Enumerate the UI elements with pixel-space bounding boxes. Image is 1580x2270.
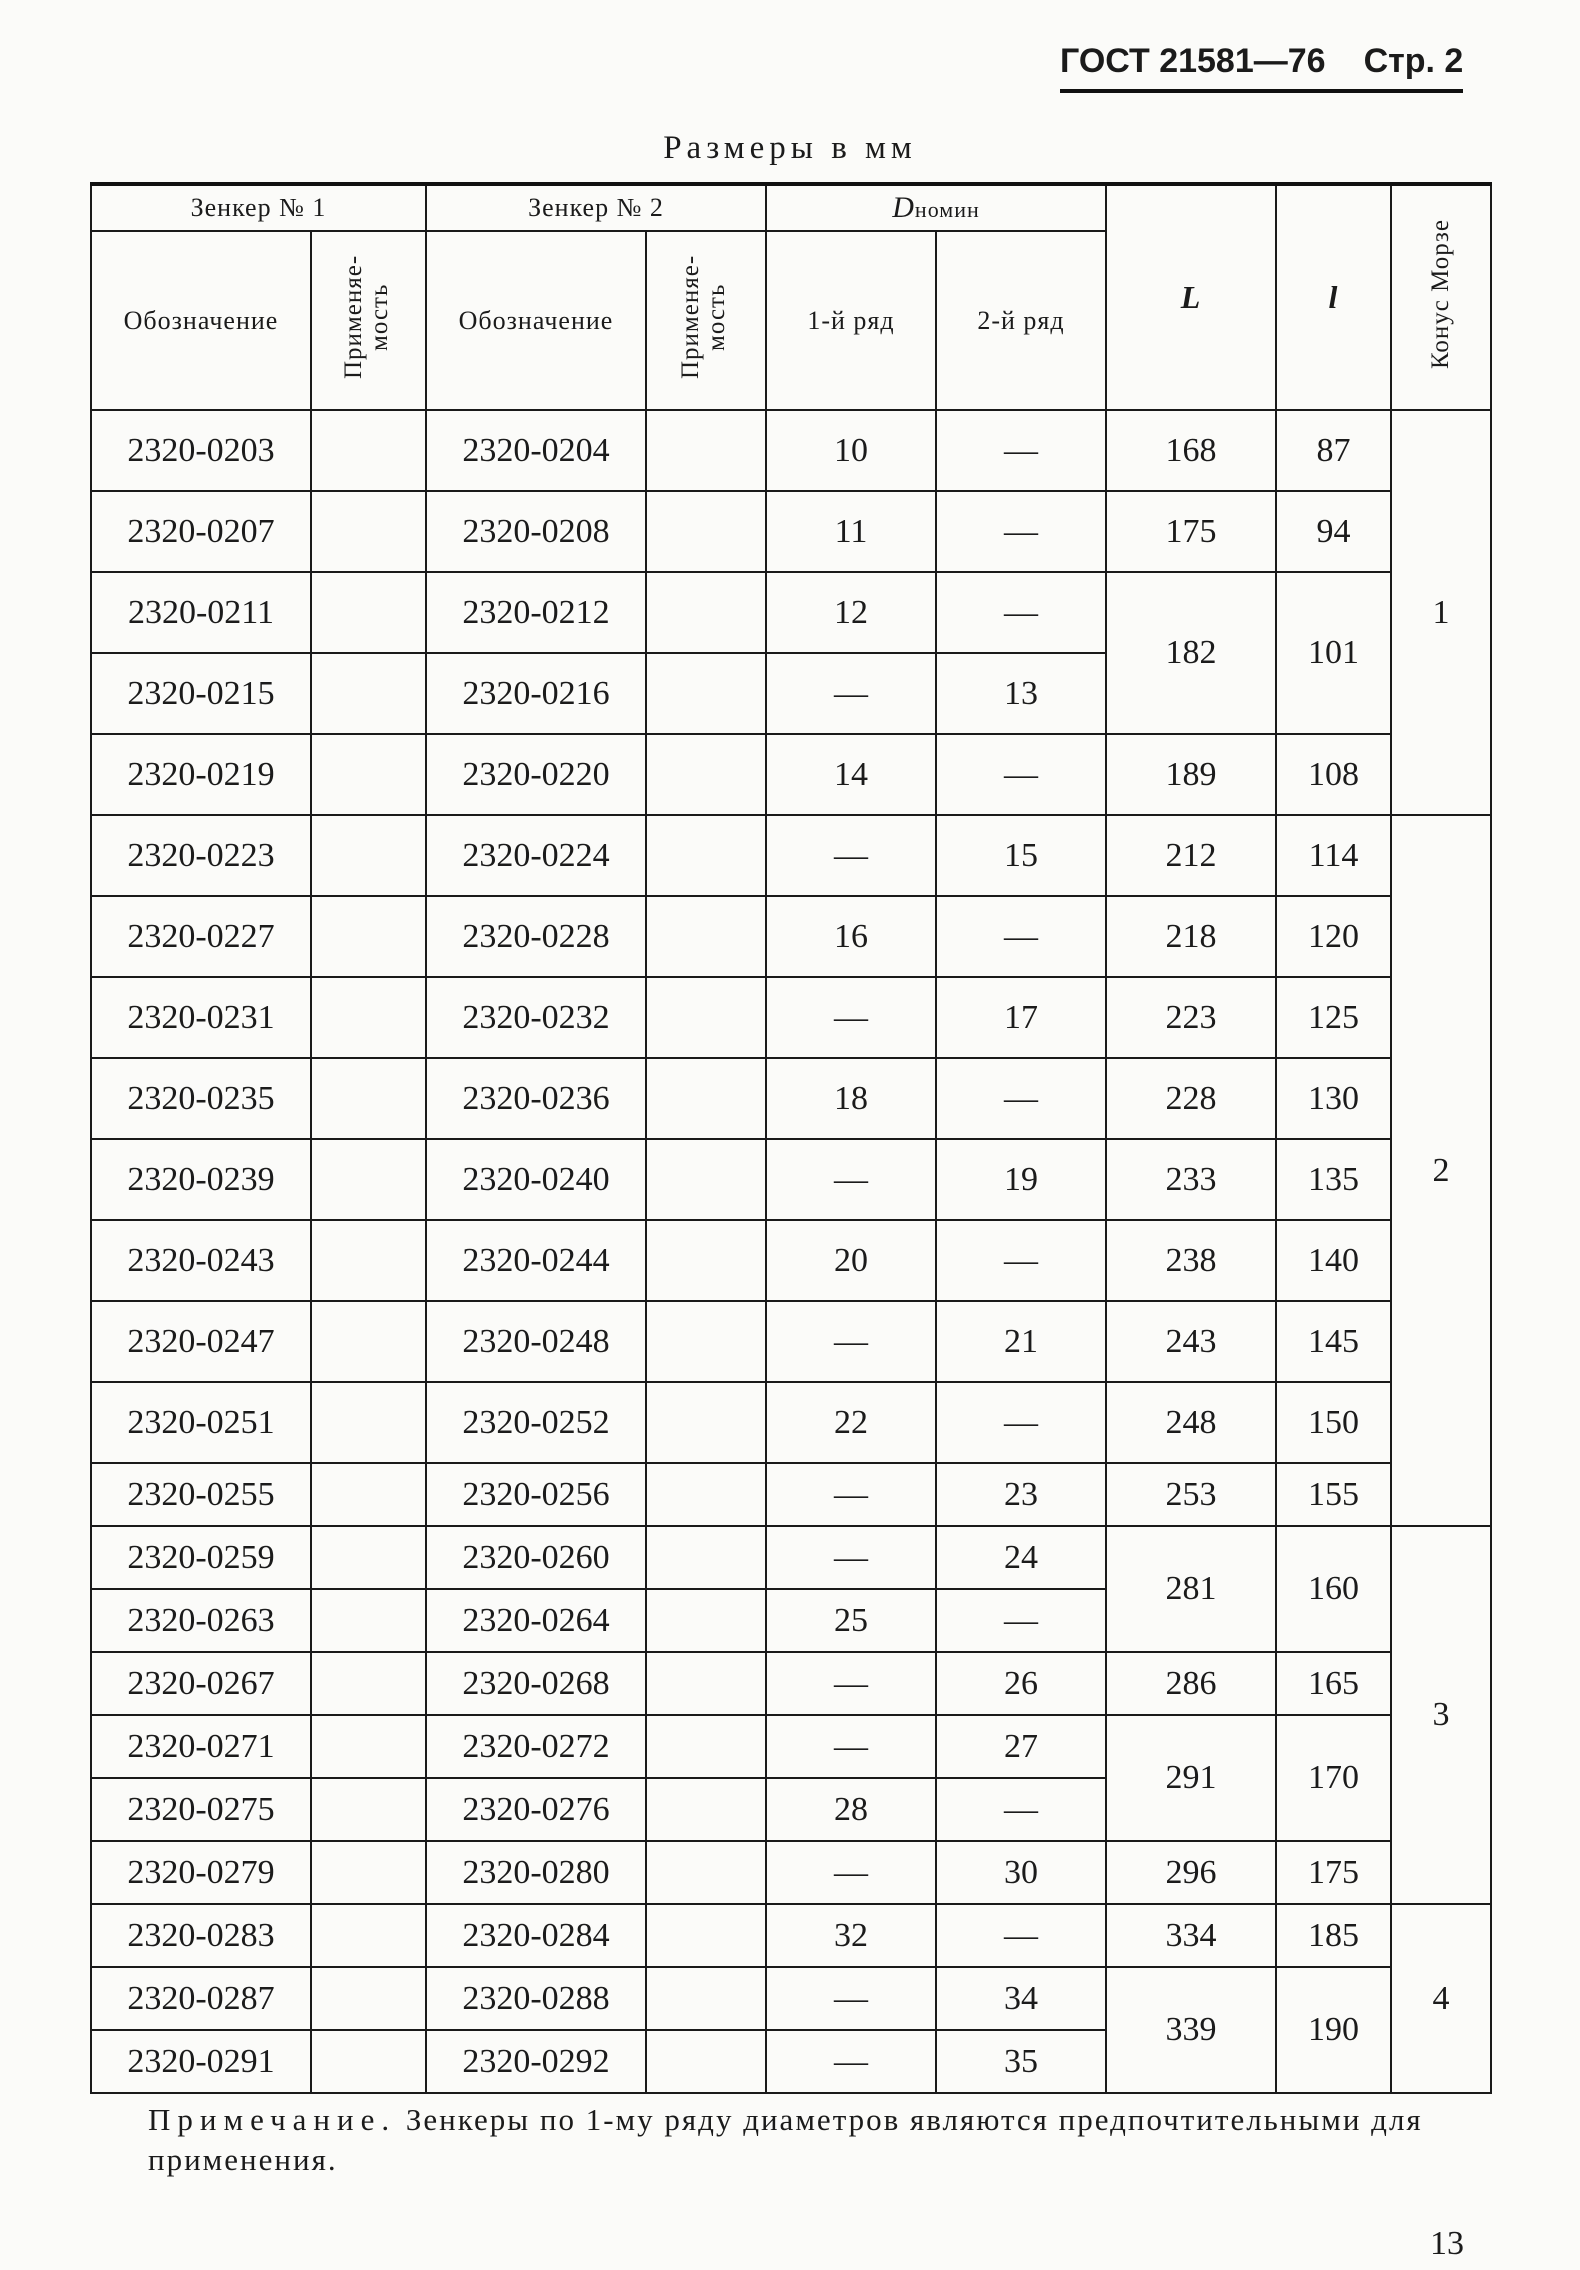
l-value: 165 — [1276, 1652, 1391, 1715]
applicability-2 — [646, 1652, 766, 1715]
l-value: 150 — [1276, 1382, 1391, 1463]
row2-header: 2-й ряд — [936, 231, 1106, 410]
row2-value: — — [936, 1904, 1106, 1967]
L-value: 218 — [1106, 896, 1276, 977]
applicability-1 — [311, 1220, 426, 1301]
L-value: 223 — [1106, 977, 1276, 1058]
row2-value: 21 — [936, 1301, 1106, 1382]
row2-value: — — [936, 572, 1106, 653]
row1-value: — — [766, 977, 936, 1058]
designation-2: 2320-0220 — [426, 734, 646, 815]
applicability-1 — [311, 1778, 426, 1841]
designation-1: 2320-0219 — [91, 734, 311, 815]
page-header — [1060, 42, 1463, 93]
l-value: 155 — [1276, 1463, 1391, 1526]
applicability-2 — [646, 1058, 766, 1139]
table-row — [91, 1841, 1491, 1904]
applicability-2 — [646, 1220, 766, 1301]
applicability-2 — [646, 1778, 766, 1841]
designation-2: 2320-0240 — [426, 1139, 646, 1220]
applicability-1 — [311, 815, 426, 896]
table-row — [91, 734, 1491, 815]
row2-value: — — [936, 1058, 1106, 1139]
applicability-2 — [646, 1139, 766, 1220]
applicability-2 — [646, 1463, 766, 1526]
table-row — [91, 1139, 1491, 1220]
l-value: 160 — [1276, 1526, 1391, 1652]
designation-2: 2320-0272 — [426, 1715, 646, 1778]
applicability-1 — [311, 1382, 426, 1463]
applicability-1 — [311, 1139, 426, 1220]
designation-2: 2320-0224 — [426, 815, 646, 896]
l-value: 135 — [1276, 1139, 1391, 1220]
applicability-1 — [311, 1652, 426, 1715]
d-subscript: номин — [914, 197, 980, 222]
page-label: Стр. 2 — [1363, 42, 1464, 80]
applicability-1 — [311, 1904, 426, 1967]
designation-2: 2320-0288 — [426, 1967, 646, 2030]
designation-1: 2320-0279 — [91, 1841, 311, 1904]
applicability-1 — [311, 1463, 426, 1526]
row2-value: 34 — [936, 1967, 1106, 2030]
designation-1: 2320-0211 — [91, 572, 311, 653]
row1-value: — — [766, 1967, 936, 2030]
d-nominal-header — [766, 184, 1106, 231]
designation-2: 2320-0256 — [426, 1463, 646, 1526]
row1-value: 28 — [766, 1778, 936, 1841]
table-row — [91, 1526, 1491, 1589]
table-row — [91, 1301, 1491, 1382]
table-row — [91, 1382, 1491, 1463]
row1-value: 12 — [766, 572, 936, 653]
applicability-1 — [311, 1841, 426, 1904]
applicability-2 — [646, 1526, 766, 1589]
row2-value: 24 — [936, 1526, 1106, 1589]
applicability-1 — [311, 491, 426, 572]
designation-1: 2320-0275 — [91, 1778, 311, 1841]
d-letter: D — [892, 191, 915, 224]
applicability-1 — [311, 896, 426, 977]
L-value: 296 — [1106, 1841, 1276, 1904]
units-caption: Размеры в мм — [663, 130, 917, 166]
row2-value: 35 — [936, 2030, 1106, 2093]
designation-2: 2320-0292 — [426, 2030, 646, 2093]
designation-2: 2320-0264 — [426, 1589, 646, 1652]
l-value: 190 — [1276, 1967, 1391, 2093]
L-value: 175 — [1106, 491, 1276, 572]
table-row — [91, 1463, 1491, 1526]
designation-1: 2320-0231 — [91, 977, 311, 1058]
designation-1: 2320-0291 — [91, 2030, 311, 2093]
row1-value: 14 — [766, 734, 936, 815]
L-value: 248 — [1106, 1382, 1276, 1463]
designation-2: 2320-0228 — [426, 896, 646, 977]
countersink1-header: Зенкер № 1 — [91, 184, 426, 231]
applicability-2 — [646, 491, 766, 572]
applicability-1 — [311, 410, 426, 491]
row2-value: — — [936, 1220, 1106, 1301]
row1-value: — — [766, 1715, 936, 1778]
applicability-1 — [311, 1301, 426, 1382]
applicability-2 — [646, 653, 766, 734]
l-value: 101 — [1276, 572, 1391, 734]
applicability-1 — [311, 1715, 426, 1778]
row1-value: 22 — [766, 1382, 936, 1463]
designation-1: 2320-0207 — [91, 491, 311, 572]
applicability-2 — [646, 1589, 766, 1652]
applicability-1 — [311, 977, 426, 1058]
designation-header-1: Обозначение — [91, 231, 311, 410]
L-value: 243 — [1106, 1301, 1276, 1382]
designation-1: 2320-0259 — [91, 1526, 311, 1589]
table-row — [91, 572, 1491, 653]
table-row — [91, 1058, 1491, 1139]
l-value: 170 — [1276, 1715, 1391, 1841]
l-value: 175 — [1276, 1841, 1391, 1904]
applicability-1 — [311, 1589, 426, 1652]
designation-2: 2320-0208 — [426, 491, 646, 572]
applicability-2 — [646, 977, 766, 1058]
applicability-1 — [311, 1526, 426, 1589]
L-value: 182 — [1106, 572, 1276, 734]
row2-value: 17 — [936, 977, 1106, 1058]
applicability-2 — [646, 815, 766, 896]
designation-1: 2320-0255 — [91, 1463, 311, 1526]
row1-value: 32 — [766, 1904, 936, 1967]
designation-1: 2320-0287 — [91, 1967, 311, 2030]
applicability-2 — [646, 1904, 766, 1967]
applicability-2 — [646, 2030, 766, 2093]
applicability-2 — [646, 1715, 766, 1778]
table-row — [91, 896, 1491, 977]
designation-2: 2320-0268 — [426, 1652, 646, 1715]
L-value: 253 — [1106, 1463, 1276, 1526]
table-row — [91, 410, 1491, 491]
designation-1: 2320-0247 — [91, 1301, 311, 1382]
row2-value: 27 — [936, 1715, 1106, 1778]
table-row — [91, 815, 1491, 896]
l-value: 125 — [1276, 977, 1391, 1058]
applicability-2 — [646, 734, 766, 815]
standard-number: ГОСТ 21581—76 — [1060, 42, 1326, 80]
table-row — [91, 1715, 1491, 1778]
row2-value: 26 — [936, 1652, 1106, 1715]
row2-value: — — [936, 896, 1106, 977]
row1-header: 1-й ряд — [766, 231, 936, 410]
row2-value: — — [936, 491, 1106, 572]
row2-value: — — [936, 1778, 1106, 1841]
row1-value: — — [766, 1526, 936, 1589]
table-row — [91, 1652, 1491, 1715]
row1-value: — — [766, 1652, 936, 1715]
morse-taper-label: Конус Морзе — [1427, 218, 1454, 370]
L-value: 281 — [1106, 1526, 1276, 1652]
note-label: Примечание. — [148, 2102, 397, 2137]
row2-value: 23 — [936, 1463, 1106, 1526]
row1-value: — — [766, 1301, 936, 1382]
row1-value: 25 — [766, 1589, 936, 1652]
morse-taper-value: 1 — [1391, 410, 1491, 815]
row1-value: 18 — [766, 1058, 936, 1139]
designation-1: 2320-0243 — [91, 1220, 311, 1301]
applicability-1 — [311, 1058, 426, 1139]
applicability-label-2: Применяе-мость — [677, 254, 730, 380]
row1-value: 10 — [766, 410, 936, 491]
applicability-label-1: Применяе-мость — [339, 254, 393, 380]
row1-value: — — [766, 653, 936, 734]
applicability-1 — [311, 1967, 426, 2030]
row2-value: — — [936, 1589, 1106, 1652]
table-row — [91, 1220, 1491, 1301]
designation-2: 2320-0280 — [426, 1841, 646, 1904]
table-row — [91, 1904, 1491, 1967]
row2-value: 19 — [936, 1139, 1106, 1220]
l-value: 114 — [1276, 815, 1391, 896]
designation-2: 2320-0216 — [426, 653, 646, 734]
designation-1: 2320-0223 — [91, 815, 311, 896]
countersink2-header: Зенкер № 2 — [426, 184, 766, 231]
morse-taper-value: 4 — [1391, 1904, 1491, 2093]
L-value: 291 — [1106, 1715, 1276, 1841]
table-row — [91, 977, 1491, 1058]
applicability-header-2 — [646, 231, 766, 410]
L-value: 233 — [1106, 1139, 1276, 1220]
l-value: 94 — [1276, 491, 1391, 572]
row2-value: — — [936, 734, 1106, 815]
note-text: Зенкеры по 1-му ряду диаметров являются предпочтительными для применения. — [148, 2102, 1423, 2177]
row1-value: — — [766, 1841, 936, 1904]
applicability-header-1 — [311, 231, 426, 410]
designation-1: 2320-0263 — [91, 1589, 311, 1652]
morse-taper-value: 2 — [1391, 815, 1491, 1526]
L-value: 228 — [1106, 1058, 1276, 1139]
designation-1: 2320-0239 — [91, 1139, 311, 1220]
applicability-1 — [311, 653, 426, 734]
L-header: L — [1106, 184, 1276, 410]
designation-2: 2320-0248 — [426, 1301, 646, 1382]
designation-2: 2320-0204 — [426, 410, 646, 491]
l-value: 120 — [1276, 896, 1391, 977]
designation-1: 2320-0251 — [91, 1382, 311, 1463]
applicability-2 — [646, 1382, 766, 1463]
row1-value: 16 — [766, 896, 936, 977]
designation-1: 2320-0203 — [91, 410, 311, 491]
L-value: 189 — [1106, 734, 1276, 815]
L-value: 334 — [1106, 1904, 1276, 1967]
designation-1: 2320-0227 — [91, 896, 311, 977]
designation-1: 2320-0283 — [91, 1904, 311, 1967]
designation-1: 2320-0271 — [91, 1715, 311, 1778]
row1-value: — — [766, 815, 936, 896]
applicability-2 — [646, 572, 766, 653]
row2-value: — — [936, 410, 1106, 491]
designation-1: 2320-0215 — [91, 653, 311, 734]
designation-header-2: Обозначение — [426, 231, 646, 410]
designation-2: 2320-0284 — [426, 1904, 646, 1967]
row1-value: — — [766, 1139, 936, 1220]
row2-value: 13 — [936, 653, 1106, 734]
row2-value: — — [936, 1382, 1106, 1463]
l-value: 185 — [1276, 1904, 1391, 1967]
morse-taper-value: 3 — [1391, 1526, 1491, 1904]
L-value: 168 — [1106, 410, 1276, 491]
table-note — [148, 2100, 1498, 2180]
l-value: 140 — [1276, 1220, 1391, 1301]
applicability-1 — [311, 2030, 426, 2093]
applicability-2 — [646, 1301, 766, 1382]
row1-value: — — [766, 2030, 936, 2093]
row1-value: 11 — [766, 491, 936, 572]
designation-2: 2320-0232 — [426, 977, 646, 1058]
row2-value: 30 — [936, 1841, 1106, 1904]
l-value: 130 — [1276, 1058, 1391, 1139]
applicability-1 — [311, 572, 426, 653]
row1-value: — — [766, 1463, 936, 1526]
designation-2: 2320-0252 — [426, 1382, 646, 1463]
designation-2: 2320-0244 — [426, 1220, 646, 1301]
l-value: 145 — [1276, 1301, 1391, 1382]
designation-2: 2320-0260 — [426, 1526, 646, 1589]
morse-taper-header — [1391, 184, 1491, 410]
row1-value: 20 — [766, 1220, 936, 1301]
page-number: 13 — [1430, 2225, 1464, 2262]
designation-1: 2320-0267 — [91, 1652, 311, 1715]
L-value: 286 — [1106, 1652, 1276, 1715]
l-value: 87 — [1276, 410, 1391, 491]
applicability-2 — [646, 1967, 766, 2030]
applicability-2 — [646, 896, 766, 977]
applicability-2 — [646, 1841, 766, 1904]
designation-2: 2320-0212 — [426, 572, 646, 653]
designation-1: 2320-0235 — [91, 1058, 311, 1139]
L-value: 339 — [1106, 1967, 1276, 2093]
row2-value: 15 — [936, 815, 1106, 896]
table-row — [91, 491, 1491, 572]
L-value: 238 — [1106, 1220, 1276, 1301]
l-value: 108 — [1276, 734, 1391, 815]
L-value: 212 — [1106, 815, 1276, 896]
table-row — [91, 1967, 1491, 2030]
l-header: l — [1276, 184, 1391, 410]
dimensions-table — [90, 182, 1492, 2094]
applicability-2 — [646, 410, 766, 491]
designation-2: 2320-0236 — [426, 1058, 646, 1139]
applicability-1 — [311, 734, 426, 815]
designation-2: 2320-0276 — [426, 1778, 646, 1841]
